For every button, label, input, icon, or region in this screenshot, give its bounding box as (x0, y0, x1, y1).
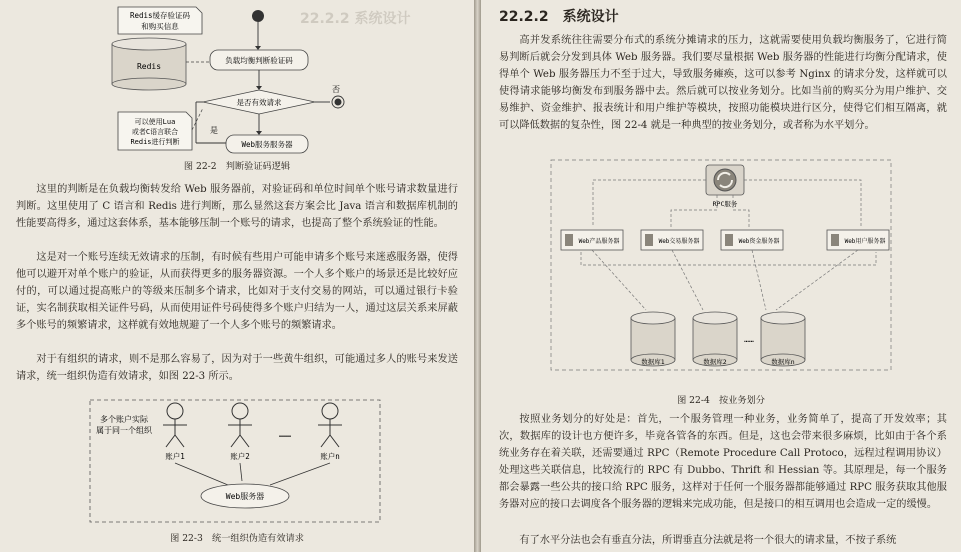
web-product-server (561, 230, 623, 250)
book-gutter (474, 0, 481, 552)
paragraph-3: 对于有组织的请求，则不是那么容易了，因为对于一些黄牛组织，可能通过多人的账号来发送请求，统一组织伪造有效请求，如图 22-3 所示。 (16, 354, 458, 382)
svg-text:可以使用Lua: 可以使用Lua (134, 118, 176, 126)
database-2 (693, 312, 737, 366)
figure-22-3-diagram (0, 397, 474, 527)
figure-22-4-diagram (481, 150, 961, 390)
user-n-icon (318, 403, 342, 447)
svg-text:数据库1: 数据库1 (641, 358, 665, 366)
paragraph-2: 这是对一个账号连续无效请求的压制，有时候有些用户可能申请多个账号来迷惑服务器，使得他可以避开对单个账户的验证，从而获得更多的服务器资源。一个人多个账户的场景还是比较好应付的，可以通过提高账户的等级来压制多个请求，比如对于支付交易的网站，可以通过银行卡验证，实名制获取相关证件号码，从而使用证件号码使得多个账户归结为一人，通过这层关系来屏蔽多个账号的频繁请求，这样就有效地规避了一个人多个账号的频繁请求。 (16, 252, 458, 331)
svg-text:负载均衡判断验证码: 负载均衡判断验证码 (225, 56, 293, 65)
web-trade-server (641, 230, 703, 250)
web-user-server (827, 230, 889, 250)
svg-text:数据库2: 数据库2 (703, 358, 727, 366)
svg-text:Web用户服务器: Web用户服务器 (844, 238, 886, 245)
rpc-service-icon (706, 165, 744, 195)
figure-22-4-caption: 图 22-4 按业务划分 (677, 395, 765, 406)
right-paragraph-3: 有了水平分法也会有垂直分法，所谓垂直分法就是将一个很大的请求量，不按子系统 (519, 535, 897, 546)
user-n-label: 账户n (320, 452, 340, 461)
figure-22-2-caption: 图 22-2 判断验证码逻辑 (183, 161, 291, 172)
database-1 (631, 312, 675, 366)
user-2-icon (228, 403, 252, 447)
no-label: 否 (332, 85, 340, 94)
svg-text:是否有效请求: 是否有效请求 (236, 98, 282, 107)
svg-text:数据库n: 数据库n (771, 358, 795, 366)
load-balancer-box (210, 50, 308, 70)
rpc-service-label: RPC服务 (712, 200, 738, 208)
web-server-box (226, 135, 308, 153)
svg-text:Web产品服务器: Web产品服务器 (578, 238, 620, 245)
yes-label: 是 (210, 126, 218, 135)
lua-c-note (118, 112, 192, 150)
svg-text:多个账户实际: 多个账户实际 (100, 415, 148, 424)
bleed-through-heading: 22.2.2 系统设计 (300, 11, 411, 27)
figure-22-2-diagram (0, 0, 474, 175)
svg-text:Web服务服务器: Web服务服务器 (241, 140, 293, 149)
user-1-icon (163, 403, 187, 447)
svg-text:Redis: Redis (136, 62, 162, 71)
ellipsis: …… (278, 429, 292, 440)
user-2-label: 账户2 (230, 452, 250, 461)
right-paragraph-1: 高并发系统往往需要分布式的系统分摊请求的压力，这就需要使用负载均衡服务了，它进行简易判断后就会分发到具体 Web 服务器。我们要尽量根据 Web 服务器的性能进行均衡分配请求，使得单个 Web 服务器压力不至于过大，导致服务瘫痪，这可以参考 Nginx 的请求分发，这样就可以使得请求能够均衡发布到服务器中去。然后就可以按业务划分。比如当前的购买分为用户维护、交易维护、资金维护、报表统计和用户维护等模块，按照功能模块进行区分，使得它们相互隔离，就可以降低数据的复杂性，图 22-4 就是一种典型的按业务划分，或者称为水平划分。 (499, 35, 947, 131)
section-title: 22.2.2 系统设计 (499, 9, 619, 25)
right-page (481, 0, 961, 552)
svg-text:或者C语言联合: 或者C语言联合 (131, 128, 179, 136)
start-node (252, 10, 264, 22)
left-page (0, 0, 474, 552)
user-1-label: 账户1 (165, 452, 185, 461)
right-paragraph-2: 按照业务划分的好处是：首先，一个服务管理一种业务，业务简单了，提高了开发效率；其次，数据库的设计也方便许多，毕竟各管各的东西。但是，这也会带来很多麻烦，比如由于各个系统业务存在着关联，还需要通过 RPC（Remote Procedure Call Protoco，远程过程调用协议）处理这些关联信息，比较流行的 RPC 有 Dubbo、Thrift 和 Hessian 等。其原理是，每一个服务都会暴露一些公共的接口给 RPC 服务，这样对于任何一个服务器都能够通过 RPC 服务获取其他服务器对应的接口去调度各个服务器的逻辑来完成功能，但是接口的相互调用也会造成一定的缓慢。 (499, 414, 947, 510)
redis-cache-note (118, 7, 202, 34)
redis-database (112, 38, 186, 90)
svg-text:和购买信息: 和购买信息 (141, 22, 179, 31)
database-ellipsis: …… (744, 335, 754, 344)
svg-text:Redis缓存验证码: Redis缓存验证码 (129, 11, 191, 20)
paragraph-1: 这里的判断是在负载均衡转发给 Web 服务器前，对验证码和单位时间单个账号请求数量进行判断。这里使用了 C 语言和 Redis 进行判断，那么显然这套方案会比 Java 语言和数据库机制的性能要高得多，通过这套体系，基本能够压制一个账号的请求，也提高了整个系统验证的性能。 (16, 184, 458, 229)
svg-text:Web交易服务器: Web交易服务器 (658, 238, 700, 245)
valid-request-decision (203, 90, 315, 114)
svg-text:属于同一个组织: 属于同一个组织 (96, 426, 152, 435)
figure-22-3-caption: 图 22-3 统一组织伪造有效请求 (170, 533, 304, 544)
web-funds-server (721, 230, 783, 250)
web-server-ellipse (201, 484, 289, 508)
database-n (761, 312, 805, 366)
svg-text:Redis进行判断: Redis进行判断 (130, 138, 180, 146)
svg-text:Web资金服务器: Web资金服务器 (738, 238, 780, 245)
svg-text:Web服务器: Web服务器 (225, 492, 265, 501)
